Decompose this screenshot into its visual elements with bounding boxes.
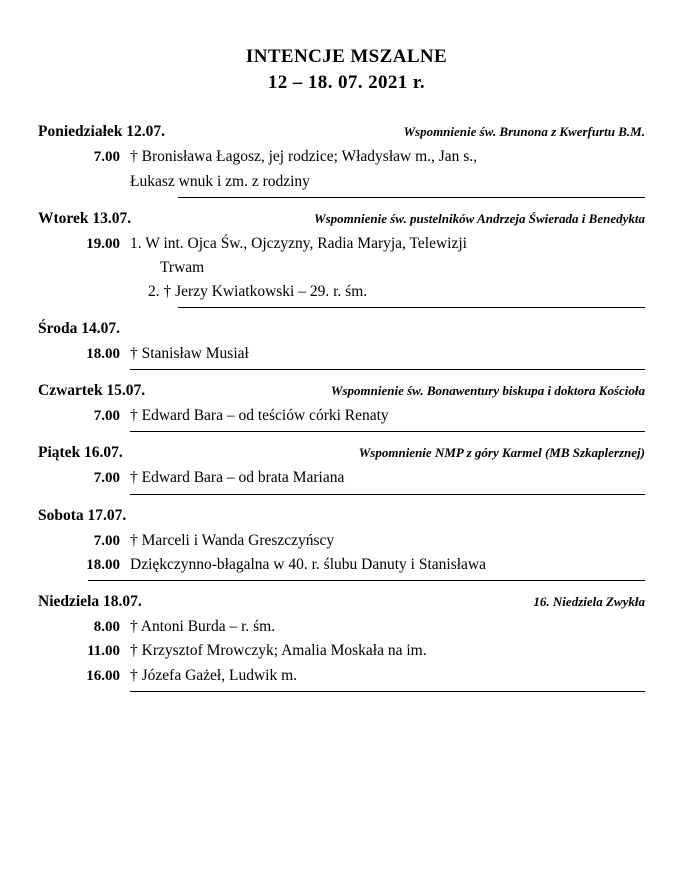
day-header [38,320,645,338]
mass-intention: † Stanisław Musiał [130,344,249,362]
section-divider [130,691,645,692]
section-divider [178,307,645,308]
mass-intention: † Józefa Gażeł, Ludwik m. [130,666,297,684]
mass-intention: † Marceli i Wanda Greszczyńscy [130,531,335,549]
mass-intention-cont: Łukasz wnuk i zm. z rodziny [130,172,310,190]
day-entries [38,342,645,366]
mass-intention: † Edward Bara – od brata Mariana [130,469,345,487]
spacer [38,256,130,280]
mass-entry-continuation [38,170,645,194]
day-name: Niedziela 18.07. [38,593,142,611]
mass-entry [38,280,645,304]
day-note: Wspomnienie św. Bonawentury biskupa i doktora Kościoła [330,383,645,399]
day-name: Środa 14.07. [38,319,120,337]
title-line-2: 12 – 18. 07. 2021 r. [267,71,426,93]
day-name: Piątek 16.07. [38,444,123,462]
day-header [38,210,645,228]
day-header [38,382,645,400]
document-page [0,44,693,875]
mass-time: 11.00 [87,643,120,660]
section-divider [130,431,645,432]
mass-time: 16.00 [86,667,120,684]
day-entries [38,615,645,688]
day-name: Czwartek 15.07. [38,382,146,400]
spacer [38,280,130,304]
title-line-1: INTENCJE MSZALNE [245,46,448,67]
mass-time: 7.00 [93,408,120,425]
mass-entry [38,615,645,639]
day-note: Wspomnienie św. Brunona z Kwerfurtu B.M. [403,124,645,140]
section-divider [130,494,645,495]
mass-intention: Dziękczynno-błagalna w 40. r. ślubu Danuty i Stanisława [130,555,486,573]
mass-intention: † Edward Bara – od teściów córki Renaty [130,407,389,425]
day-note: 16. Niedziela Zwykła [533,594,645,610]
section-divider [130,369,645,370]
document-title [0,44,693,95]
mass-intention: † Antoni Burda – r. śm. [130,618,276,636]
day-entries [38,145,645,193]
day-name: Wtorek 13.07. [38,209,132,227]
mass-entry [38,664,645,688]
mass-entry [38,553,645,577]
day-block-monday [38,123,645,197]
mass-time: 19.00 [86,235,120,252]
day-note: Wspomnienie św. pustelników Andrzeja Świerada i Benedykta [314,210,645,226]
mass-entry [38,404,645,428]
day-entries [38,404,645,428]
mass-time: 7.00 [93,470,120,487]
mass-time: 7.00 [93,149,120,166]
mass-time: 18.00 [86,556,120,573]
mass-time: 7.00 [93,532,120,549]
spacer [38,170,130,194]
day-block-tuesday [38,210,645,308]
day-block-sunday [38,593,645,692]
day-entries [38,466,645,490]
day-name: Poniedziałek 12.07. [38,123,166,141]
mass-intention-cont: Trwam [160,258,205,276]
section-divider [178,197,645,198]
day-header [38,507,645,525]
mass-entry [38,466,645,490]
day-block-thursday [38,382,645,432]
day-block-wednesday [38,320,645,370]
day-block-saturday [38,507,645,582]
day-entries [38,232,645,304]
mass-entry [38,529,645,553]
mass-entry [38,639,645,663]
mass-entry [38,232,645,256]
mass-time: 18.00 [86,345,120,362]
day-name: Sobota 17.07. [38,506,127,524]
mass-entry-continuation [38,256,645,280]
mass-intention: 2. † Jerzy Kwiatkowski – 29. r. śm. [148,282,368,300]
day-block-friday [38,444,645,494]
mass-intention: † Krzysztof Mrowczyk; Amalia Moskała na im. [130,642,427,660]
schedule-content [0,123,693,692]
day-header [38,444,645,462]
mass-entry [38,342,645,366]
day-header [38,593,645,611]
day-note: Wspomnienie NMP z góry Karmel (MB Szkaplerznej) [358,445,645,461]
mass-entry [38,145,645,169]
day-entries [38,529,645,578]
mass-intention: 1. W int. Ojca Św., Ojczyzny, Radia Maryja, Telewizji [130,234,467,252]
mass-time: 8.00 [93,619,120,636]
mass-intention: † Bronisława Łagosz, jej rodzice; Władysław m., Jan s., [130,148,478,166]
section-divider [88,580,645,581]
day-header [38,123,645,141]
